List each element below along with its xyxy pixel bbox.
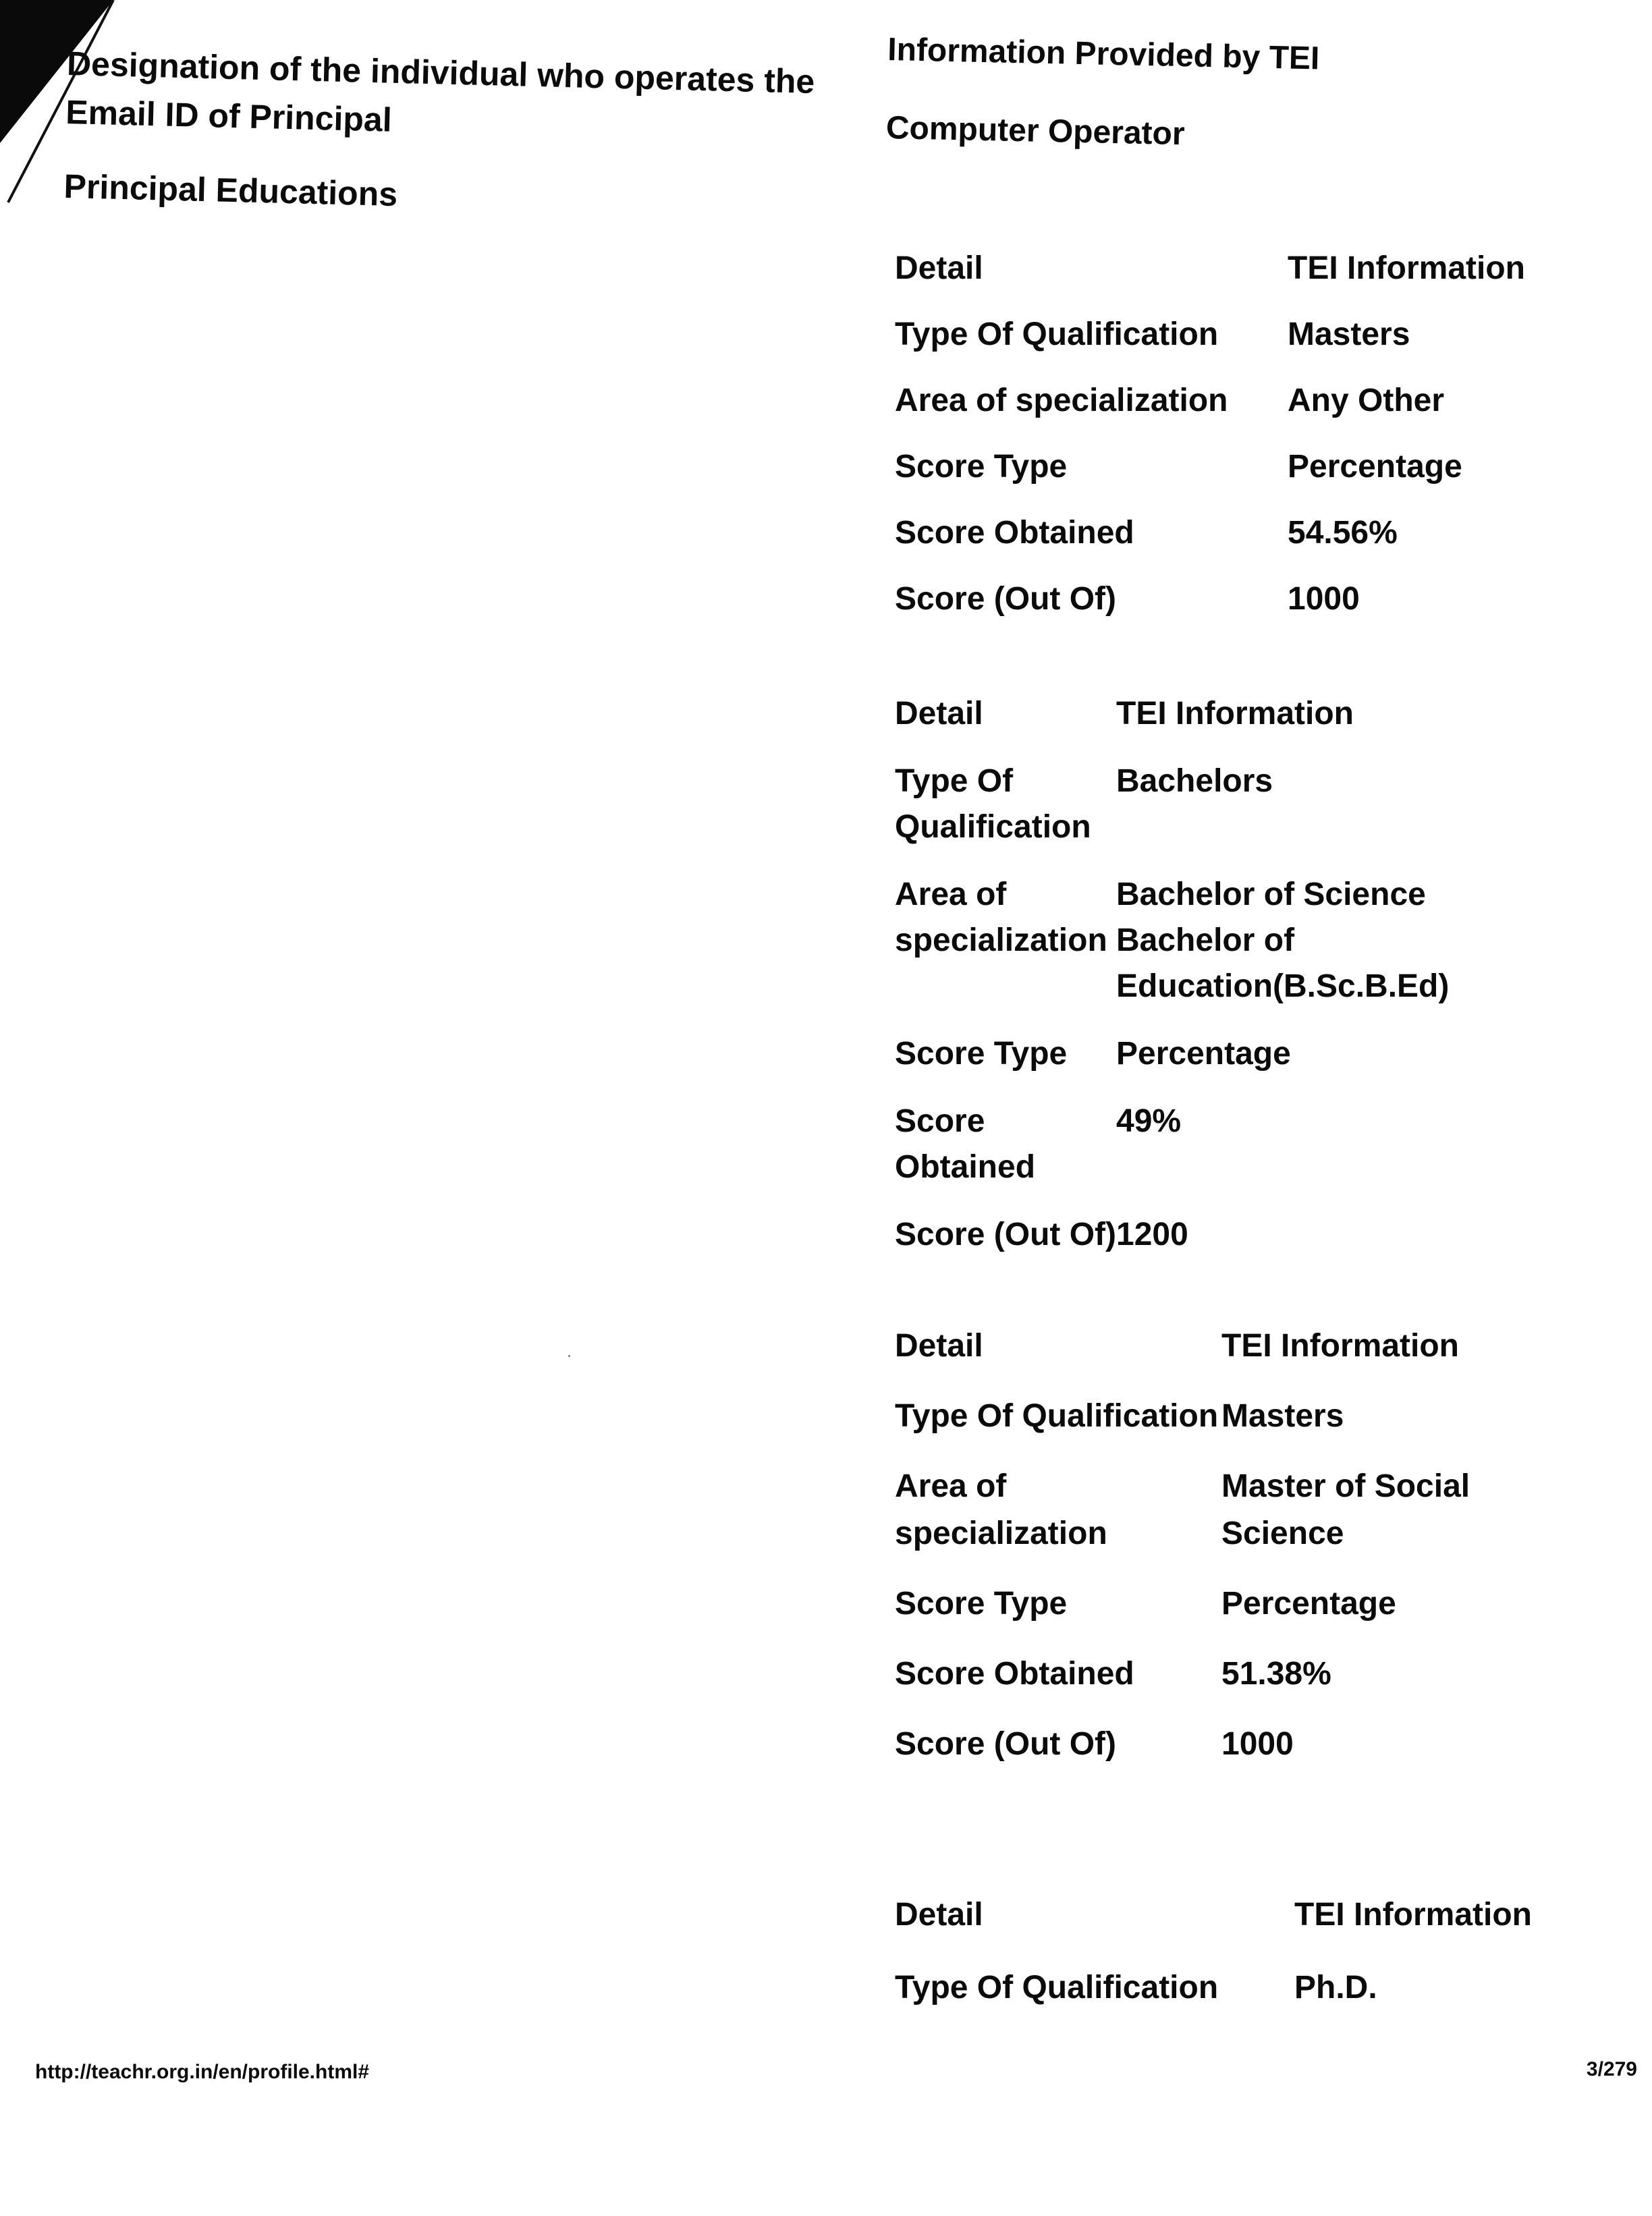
row-value: Bachelors <box>1116 763 1273 799</box>
table-row <box>895 576 1525 642</box>
table-row <box>895 1463 1491 1580</box>
row-label: Score Type <box>895 1586 1068 1622</box>
table-row <box>895 1212 1562 1279</box>
principal-educations-label: Principal Educations <box>63 167 398 214</box>
row-label: Score Obtained <box>895 1656 1134 1692</box>
row-value: Masters <box>1221 1398 1344 1434</box>
row-label: Score Obtained <box>895 515 1134 551</box>
row-value: 1200 <box>1116 1217 1188 1252</box>
row-label: Score Type <box>895 449 1068 484</box>
left-column-text <box>63 39 823 229</box>
row-label: Area of specialization <box>895 1468 1107 1551</box>
detail-header: Detail <box>895 696 983 731</box>
footer-url: http://teachr.org.in/en/profile.html# <box>35 2061 370 2083</box>
principal-email-label: Email ID of Principal <box>65 92 393 139</box>
row-value: Percentage <box>1288 449 1462 484</box>
row-value: Bachelor of Science Bachelor of Education(B.Sc.B.Ed) <box>1116 877 1450 1004</box>
qualification-table-1 <box>895 246 1525 642</box>
qualification-table-2 <box>895 691 1562 1279</box>
row-label: Score Obtained <box>895 1103 1036 1185</box>
row-label: Score (Out Of) <box>895 581 1117 617</box>
detail-header: Detail <box>895 1897 983 1933</box>
table-row <box>895 1580 1491 1651</box>
row-label: Area of specialization <box>895 877 1107 958</box>
tei-information-header: TEI Information <box>1116 696 1354 731</box>
row-value: 1000 <box>1288 581 1360 617</box>
detail-header: Detail <box>895 1328 983 1364</box>
designation-label: Designation of the individual who operates the <box>66 44 815 101</box>
footer-page-number: 3/279 <box>1586 2058 1637 2080</box>
table-header-row <box>895 1891 1532 1964</box>
row-value: 51.38% <box>1221 1656 1331 1692</box>
operator-designation-value: Computer Operator <box>885 109 1186 153</box>
table-header-row <box>895 1323 1491 1393</box>
table-row <box>895 444 1525 510</box>
table-row <box>895 1651 1491 1721</box>
scan-speck <box>568 1355 570 1357</box>
table-row <box>895 1099 1562 1212</box>
qualification-table-3 <box>895 1323 1491 1791</box>
row-value: Ph.D. <box>1294 1970 1377 2005</box>
row-label: Area of specialization <box>895 383 1228 418</box>
qualification-table-4 <box>895 1891 1532 2037</box>
table-header-row <box>895 246 1525 312</box>
table-row <box>895 378 1525 444</box>
table-row <box>895 1393 1491 1463</box>
row-label: Score Type <box>895 1036 1068 1072</box>
row-value: 54.56% <box>1288 515 1398 551</box>
tei-information-header: TEI Information <box>1221 1328 1459 1364</box>
tei-information-header: TEI Information <box>1288 250 1525 286</box>
row-value: 49% <box>1116 1103 1182 1139</box>
right-column-header <box>885 30 1320 157</box>
row-value: 1000 <box>1221 1726 1294 1762</box>
table-row <box>895 1964 1532 2037</box>
row-label: Score (Out Of) <box>895 1217 1117 1252</box>
table-row <box>895 758 1562 872</box>
row-value: Any Other <box>1288 383 1445 418</box>
row-label: Type Of Qualification <box>895 763 1091 845</box>
detail-header: Detail <box>895 250 983 286</box>
table-row <box>895 1031 1562 1099</box>
information-provided-label: Information Provided by TEI <box>887 31 1320 77</box>
row-label: Type Of Qualification <box>895 1970 1219 2005</box>
table-row <box>895 872 1562 1031</box>
row-label: Score (Out Of) <box>895 1726 1117 1762</box>
row-value: Percentage <box>1116 1036 1291 1072</box>
row-label: Type Of Qualification <box>895 1398 1219 1434</box>
row-value: Masters <box>1288 316 1410 352</box>
table-row <box>895 1721 1491 1791</box>
row-value: Master of Social Science <box>1221 1468 1470 1551</box>
row-label: Type Of Qualification <box>895 316 1219 352</box>
table-row <box>895 312 1525 378</box>
tei-information-header: TEI Information <box>1294 1897 1532 1933</box>
row-value: Percentage <box>1221 1586 1396 1622</box>
table-header-row <box>895 691 1562 758</box>
table-row <box>895 510 1525 576</box>
